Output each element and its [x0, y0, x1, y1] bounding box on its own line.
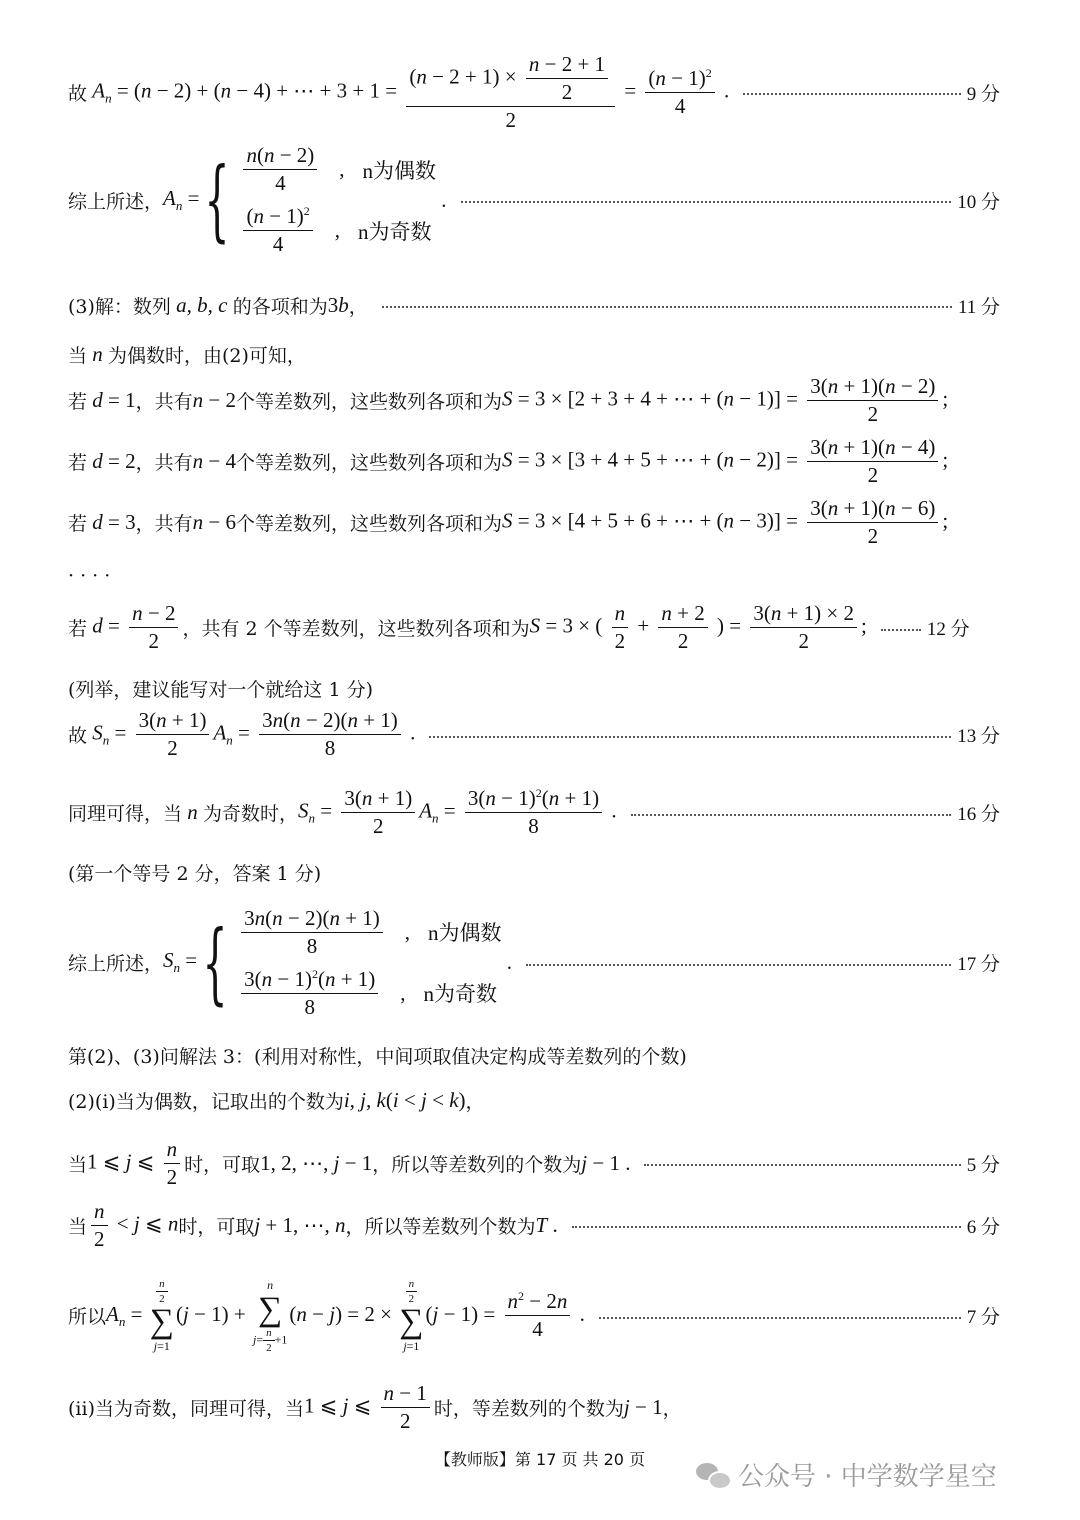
- text: ，共有: [135, 390, 193, 413]
- grading-note: (第一个等号 2 分，答案 1 分): [68, 862, 322, 885]
- equation: $S_n$ = $\frac{3(n + 1)}{2}$ $A_n$ = $\frac{3(n - 1)^2(n + 1)}{8}$ .: [298, 786, 617, 838]
- case-condition: n为奇数: [423, 982, 498, 1006]
- dot-leader: [631, 814, 952, 816]
- line-prefix: 所以: [68, 1306, 107, 1328]
- method3-case1: [68, 1138, 1000, 1188]
- method3-case2: [68, 1200, 1000, 1250]
- text: 时，可取: [184, 1153, 261, 1176]
- math: j + 1, ⋯, n: [254, 1212, 346, 1237]
- period: .: [436, 187, 447, 212]
- text: 时，可取: [178, 1215, 255, 1238]
- score-label: 12 分: [926, 619, 970, 640]
- watermark: [696, 1456, 997, 1493]
- ellipsis: · · · ·: [68, 565, 111, 587]
- grading-note: (列举，建议能写对一个就给这 1 分): [68, 678, 373, 701]
- math: d = 3: [92, 509, 136, 534]
- text: 为偶数时，由(2)可知，: [108, 344, 306, 367]
- line-prefix: 综上所述，: [68, 190, 164, 213]
- case-d3: [68, 497, 1000, 547]
- text: 个等差数列，这些数列各项和为: [235, 451, 502, 474]
- math: 1 ⩽ j ⩽ $\frac{n}{2}$: [87, 1137, 184, 1190]
- period: .: [547, 1212, 558, 1237]
- line-prefix: 故: [68, 725, 88, 747]
- dot-leader: [382, 306, 952, 308]
- math: d = 1: [92, 387, 136, 412]
- score-label: 10 分: [957, 191, 1000, 213]
- math: d = 2: [92, 448, 136, 473]
- math-3b: 3b: [327, 292, 349, 317]
- dot-leader: [526, 964, 951, 966]
- score-label: 16 分: [957, 804, 1000, 825]
- cases-block: { $\frac{3n(n - 2)(n + 1)}{8}$ , n为偶数 $\frac{3(n - 1)^2(n + 1)}{8}$ , n为奇数: [202, 905, 502, 1019]
- text: ，共有 2 个等差数列，这些数列各项和为: [182, 618, 530, 640]
- note-line: [68, 852, 1000, 892]
- even-case-intro: [68, 334, 1000, 374]
- case-condition: n为偶数: [362, 158, 437, 183]
- score-label: 11 分: [957, 296, 1000, 318]
- case-condition: n为奇数: [358, 219, 432, 244]
- math: j − 1: [623, 1395, 663, 1419]
- text: 若: [68, 451, 88, 474]
- dot-leader: [881, 629, 921, 631]
- text: ，所以等差数列个数为: [345, 1215, 536, 1238]
- page-footer: 【教师版】第 17 页 共 20 页: [434, 1450, 646, 1469]
- score-label: 9 分: [966, 83, 1000, 105]
- text: (ii)当为奇数，同理可得，当: [68, 1398, 304, 1420]
- part3-intro: [68, 285, 1000, 325]
- sn-odd: [68, 785, 1000, 840]
- math: S = 3 × [4 + 5 + 6 + ⋯ + (n − 3)] = $\frac{3(n + 1)(n - 6)}{2}$ ;: [501, 495, 949, 548]
- cases-block: { $\frac{n(n - 2)}{4}$ , n为偶数 $\frac{(n - 1)^2}{4}$ , n为奇数: [204, 143, 437, 256]
- case-d1: [68, 375, 1000, 425]
- math-abc: a, b, c: [170, 292, 233, 317]
- sn-even: [68, 707, 1000, 762]
- math-n: n: [182, 800, 204, 824]
- dot-leader: [743, 93, 960, 95]
- math: S = 3 × [3 + 4 + 5 + ⋯ + (n − 2)] = $\frac{3(n + 1)(n - 4)}{2}$ ;: [501, 434, 949, 487]
- equation: $A_n = (n - 2) + (n - 4)$ + ⋯ + 3 + 1 = (n − 2 + 1) × $\frac{n - 2 + 1}{2}$ 2 = $\frac{(n - 1)^2}{4}$ .: [92, 51, 730, 132]
- dot-leader: [461, 201, 952, 203]
- wechat-icon: [696, 1461, 730, 1489]
- note-line: [68, 668, 1000, 708]
- method3-heading: [68, 1035, 1000, 1075]
- text: 为奇数时，: [203, 803, 299, 825]
- dot-leader: [572, 1226, 961, 1228]
- math: S = 3 × [2 + 3 + 4 + ⋯ + (n − 1)] = $\frac{3(n + 1)(n - 2)}{2}$ ;: [501, 373, 949, 426]
- math: j − 1 .: [581, 1150, 631, 1175]
- text: 个等差数列，这些数列各项和为: [235, 512, 502, 535]
- method3-odd: [68, 1380, 1000, 1435]
- text: 当: [68, 1215, 88, 1238]
- line-prefix: 综上所述，: [68, 953, 164, 975]
- math: i, j, k(i < j < k): [343, 1087, 466, 1112]
- text: 的各项和为: [232, 295, 328, 318]
- equation: $A_n$ = $\frac{n}{2}$ ∑ j=1 (j − 1) + n ∑ j= $\frac{n}{2}$ +1 (n − j) = 2 × $\frac{n}{2}$ ∑ j=1 (j − 1) = $\frac{n^2 - 2n}{4}$ .: [106, 1277, 585, 1354]
- score-label: 6 分: [966, 1216, 1000, 1238]
- score-label: 5 分: [966, 1154, 1000, 1176]
- equation: $S_n$ = $\frac{3(n + 1)}{2}$ $A_n$ = $\frac{3n(n - 2)(n + 1)}{8}$ .: [92, 708, 416, 760]
- case-condition: n为偶数: [428, 921, 502, 945]
- text: 时，等差数列的个数为: [433, 1398, 624, 1420]
- sn-symbol: $S_n$ =: [163, 948, 198, 976]
- math: S = 3 × ( $\frac{n}{2}$ + $\frac{n + 2}{2}$ ) = $\frac{3(n + 1) \times 2}{2}$ ;: [529, 601, 867, 653]
- text: (3)解：数列: [68, 295, 171, 318]
- an-symbol: $A_n$ =: [163, 185, 200, 214]
- text: 若: [68, 512, 88, 535]
- text: ，: [662, 1398, 682, 1420]
- math: 1 ⩽ j ⩽ $\frac{n - 1}{2}$: [304, 1381, 434, 1434]
- text: 个等差数列，这些数列各项和为: [235, 390, 502, 413]
- watermark-text: 公众号 · 中学数学星空: [738, 1462, 997, 1492]
- piecewise-sn: [68, 900, 1000, 1025]
- line-prefix: 同理可得，当: [68, 803, 183, 825]
- equation-line-an-odd: [68, 51, 1000, 132]
- math: n − 2: [192, 387, 236, 412]
- score-label: 7 分: [966, 1307, 1000, 1328]
- case-d2: [68, 436, 1000, 486]
- dot-leader: [644, 1164, 960, 1166]
- piecewise-an: [68, 140, 1000, 260]
- dot-leader: [429, 736, 951, 738]
- text: ，: [465, 1090, 485, 1113]
- period: .: [501, 950, 513, 974]
- math: d = $\frac{n - 2}{2}$: [87, 601, 182, 654]
- text: ，所以等差数列的个数为: [372, 1153, 582, 1176]
- score-label: 17 分: [957, 954, 1000, 975]
- text: (2)(i)当为偶数，记取出的个数为: [68, 1090, 344, 1113]
- text: ，共有: [135, 512, 193, 535]
- text: 当: [68, 1153, 88, 1176]
- dot-leader: [599, 1317, 961, 1319]
- text: 若: [68, 618, 88, 640]
- math: $\frac{n}{2}$ < j ⩽ n: [87, 1199, 178, 1252]
- text: 当: [68, 344, 88, 367]
- math: T: [535, 1212, 548, 1237]
- math: n − 4: [192, 448, 236, 473]
- sum-formula: [68, 1268, 1000, 1363]
- section-heading: 第(2)、(3)问解法 3：(利用对称性，中间项取值决定构成等差数列的个数): [68, 1045, 687, 1068]
- case-d-half: [68, 600, 1000, 655]
- math: n − 6: [192, 509, 236, 534]
- method3-setup: [68, 1080, 1000, 1120]
- math-n: n: [87, 341, 109, 366]
- text: ，共有: [135, 451, 193, 474]
- ellipsis-line: [68, 556, 1000, 596]
- text: ，: [348, 295, 368, 318]
- math: 1, 2, ⋯, j − 1: [260, 1150, 373, 1175]
- text: 若: [68, 390, 88, 413]
- line-prefix: 故: [68, 82, 88, 105]
- score-label: 13 分: [957, 726, 1000, 747]
